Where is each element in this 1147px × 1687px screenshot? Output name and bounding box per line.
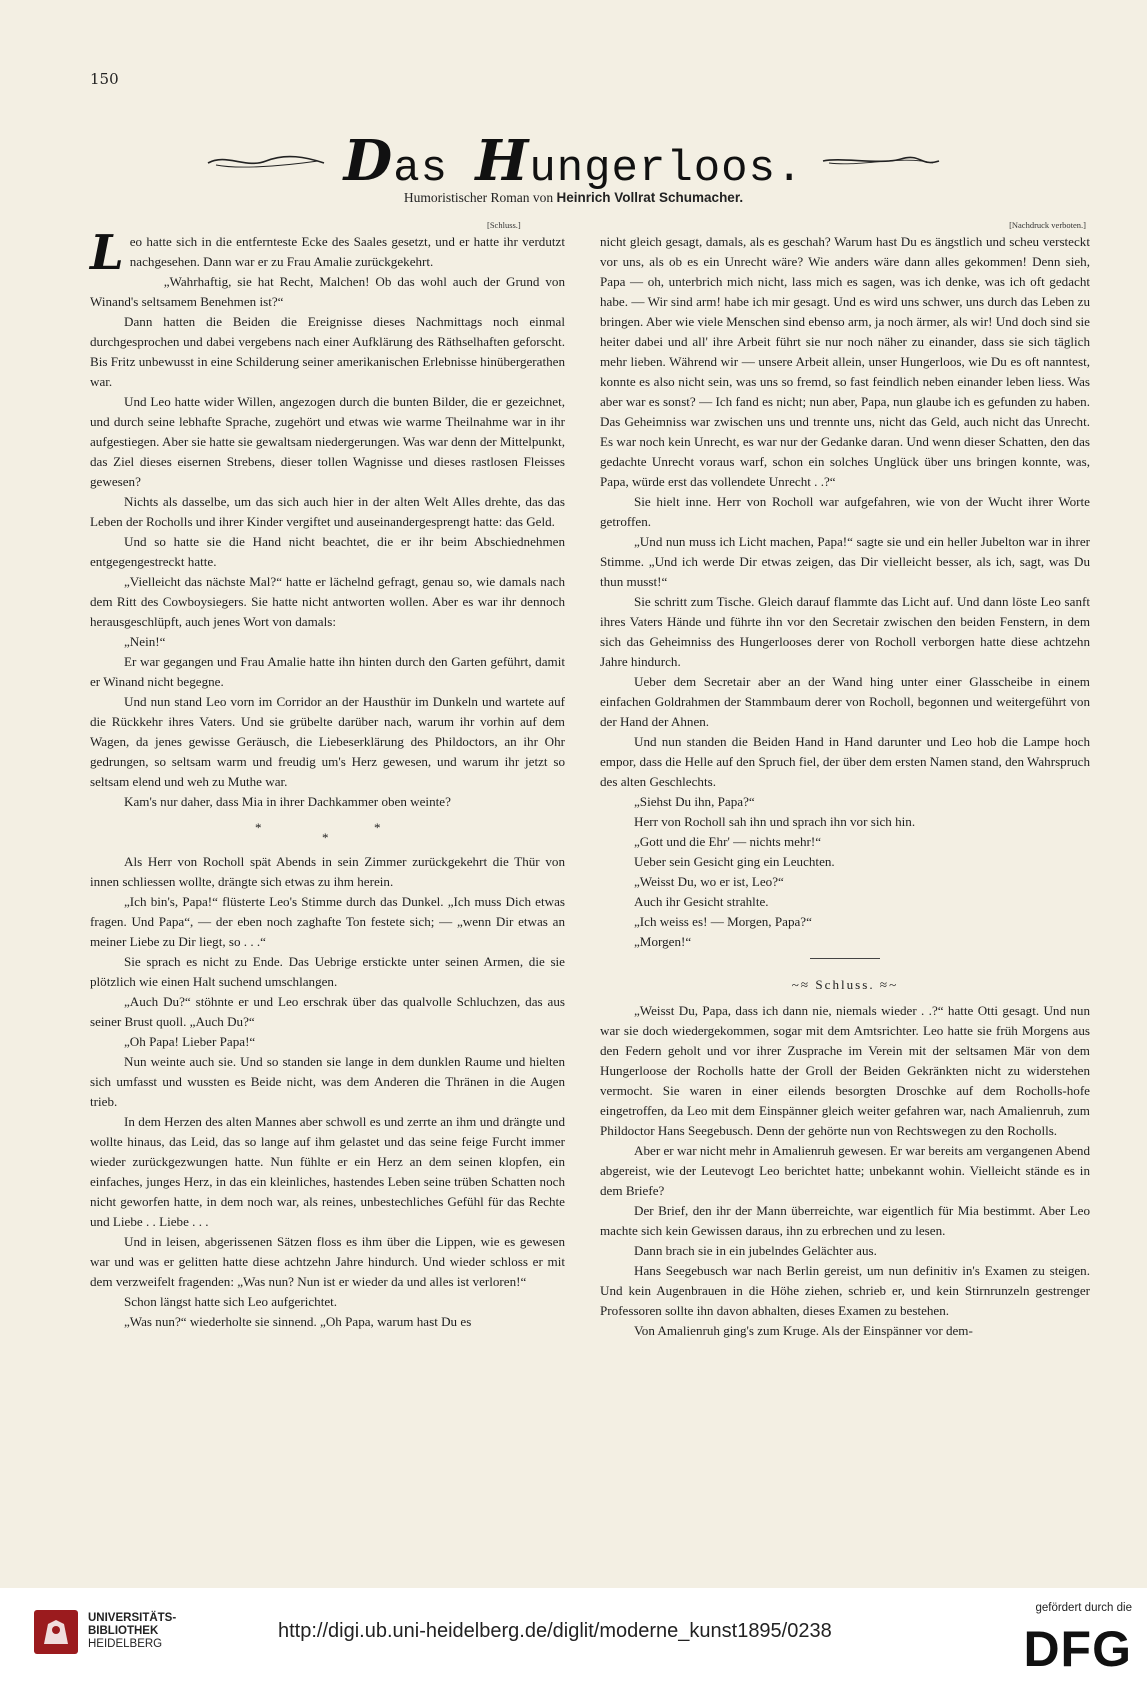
divider-rule (810, 958, 880, 969)
paragraph: Schon längst hatte sich Leo aufgerichtet. (124, 1294, 338, 1309)
paragraph: Ueber sein Gesicht ging ein Leuchten. (634, 854, 835, 869)
paragraph: Nichts als dasselbe, um das sich auch hier in der alten Welt Alles drehte, das das Leben der Rocholls und ihrer Kinder vergiftet und auseinandergesprengt hatte: das Geld. (90, 494, 565, 529)
star-3: * (374, 820, 381, 835)
funded-by-label: gefördert durch die (1035, 1602, 1132, 1614)
note-reprint: [Nachdruck verboten.] (1009, 220, 1086, 230)
paragraph: Der Brief, den ihr der Mann überreichte, war eigentlich für Mia bestimmt. Aber Leo machte sich kein Gewissen daraus, ihn zu erbrechen und zu lesen. (600, 1203, 1090, 1238)
paragraph: Er war gegangen und Frau Amalie hatte ihn hinten durch den Garten geführt, damit er Winand nicht begegne. (90, 654, 565, 689)
drop-cap: L (90, 225, 124, 281)
paragraph: „Und nun muss ich Licht machen, Papa!“ sagte sie und ein heller Jubelton war in ihrer Stimme. „Und ich werde Dir etwas zeigen, das Dir vielleicht besser, als ich, sagt, was Du thun musst!“ (600, 534, 1090, 589)
paragraph: Sie schritt zum Tische. Gleich darauf flammte das Licht auf. Und dann löste Leo sanft ihres Vaters Hände und führte ihn vor den Secretair zwischen den beiden Fenstern, in dem sich das Geheimniss des Hungerlooses derer von Rocholl verborgen hatte diese achtzehn Jahre hindurch. (600, 594, 1090, 669)
note-continuation: [Schluss.] (487, 220, 521, 230)
paragraph: Aber er war nicht mehr in Amalienruh gewesen. Er war bereits am vergangenen Abend abgereist, wie der Leutevogt Leo berichtet hatte; unbekannt wohin. Vielleicht stände es in dem Briefe? (600, 1143, 1090, 1198)
paragraph: „Weisst Du, wo er ist, Leo?“ (634, 874, 784, 889)
title-word-1: as (393, 144, 448, 194)
right-lead-paragraph: nicht gleich gesagt, damals, als es geschah? Warum hast Du es ängstlich und scheu versteckt vor uns, als ob es ein Unrecht wäre? Wie anders wäre dann alles gekommen! Denn sieh, Papa — oh, unterbrich mich nicht, lass mich es sagen, was ich denke, was ich oft gedacht habe. — Wir sind arm! habe ich mir gesagt. Und es wird uns schwer, uns durch das Leben zu bringen. Aber wie viele Menschen sind ebenso arm, ja noch ärmer, als wir! Und doch sind sie heiter dabei und all' ihre Arbeit führt sie nur noch näher zu einander, dass sie sich täglich mehr lieben. Während wir — unsere Arbeit allein, unser Hungerloos, wie Du es oft nanntest, konnte es also nicht sein, was uns so fremd, so fast feindlich neben einander leben liess. Was aber war es sonst? — Ich fand es nicht; nun aber, Papa, nun glaube ich es gefunden zu haben. Das Geheimniss war zwischen uns und trennte uns, nicht das Geld, auch nicht das Unrecht. Es war noch kein Unrecht, es war nur der Gedanke daran. Und wenn dieser Schatten, den das gedachte Unrecht voraus warf, schon ein solches Unglück über uns bringen konnte, was, Papa, würde erst das vollendete Unrecht . .?“ (600, 234, 1090, 489)
end-ornament-right: ≈~ (879, 977, 899, 992)
subtitle (0, 190, 1147, 206)
footer-bar (0, 1588, 1147, 1687)
paragraph: Und nun standen die Beiden Hand in Hand darunter und Leo hob die Lampe hoch empor, dass die Helle auf den Spruch fiel, der über dem ersten Namen stand, den Wahrspruch des alten Geschlechts. (600, 734, 1090, 789)
paragraph: Und so hatte sie die Hand nicht beachtet, die er ihr beim Abschiednehmen entgegengestreckt hatte. (90, 534, 565, 569)
paragraph: Herr von Rocholl sah ihn und sprach ihn vor sich hin. (634, 814, 916, 829)
source-url-link[interactable]: http://digi.ub.uni-heidelberg.de/diglit/moderne_kunst1895/0238 (278, 1620, 832, 1642)
title-initial-2: H (475, 128, 530, 194)
paragraph: „Vielleicht das nächste Mal?“ hatte er lächelnd gefragt, genau so, wie damals nach dem Ritt des Cowboysiegers. Sie hatte nicht antworten wollen. Aber es war ihr dennoch herausgeschlüpft, auch jenes Wort von damals: (90, 574, 565, 629)
paragraph: „Gott und die Ehr' — nichts mehr!“ (634, 834, 822, 849)
paragraph: Dann hatten die Beiden die Ereignisse dieses Nachmittags noch einmal durchgesprochen und dabei vergebens nach einer Aufklärung des Räthselhaften geforscht. Bis Fritz unbewusst in eine Schilderung seiner amerikanischen Erlebnisse hinübergerathen war. (90, 314, 566, 389)
paragraph: Dann brach sie in ein jubelndes Gelächter aus. (634, 1243, 877, 1258)
institution-line-3: HEIDELBERG (88, 1638, 163, 1650)
paragraph: Und nun stand Leo vorn im Corridor an der Hausthür im Dunkeln und wartete auf die Rückkehr ihres Vaters. Und sie grübelte darüber nach, warum ihr vorhin auf dem Wagen, da jenes gewisse Geräusch, die Liebeserklärung des Phildoctors, an ihr Ohr gedrungen, so seltsam warm und freudig um's Herz gewesen, und warum ihr jetzt so seltsam elend und weh zu Muthe war. (90, 694, 565, 789)
article-title (344, 128, 804, 194)
paragraph: „Weisst Du, Papa, dass ich dann nie, niemals wieder . .?“ hatte Otti gesagt. Und nun war sie doch wiedergekommen, sogar mit dem Amtsrichter. Leo hatte sie früh Morgens aus den Federn geholt und vor ihrer Zusprache im Verein mit der seltsamen Mär von dem Hungerloose der Rocholls hatte der Groll der Beiden Gekränkten nicht zu widerstehen vermocht. Sie waren in einer eilends besorgten Droschke auf dem Rocholls-hofe eingetroffen, da Leo mit dem Einspänner gleich weiter gefahren war, nach Amalienruh, zum Phildoctor Hans Seegebusch. Denn der gehörte nun von Rechtswegen zu den Rocholls. (600, 1003, 1090, 1138)
paragraph: Sie sprach es nicht zu Ende. Das Uebrige erstickte unter seinen Armen, die sie plötzlich wie einen Halt suchend umschlangen. (90, 954, 565, 989)
paragraph: „Wahrhaftig, sie hat Recht, Malchen! Ob das wohl auch der Grund von Winand's seltsamem Benehmen ist?“ (90, 274, 565, 309)
paragraph: Von Amalienruh ging's zum Kruge. Als der Einspänner vor dem- (634, 1323, 973, 1338)
paragraph: „Ich weiss es! — Morgen, Papa?“ (634, 914, 812, 929)
subtitle-author: Heinrich Vollrat Schumacher. (556, 190, 744, 205)
right-column (600, 232, 1090, 1341)
paragraph: „Auch Du?“ stöhnte er und Leo erschrak über das qualvolle Schluchzen, das aus seiner Brust quoll. „Auch Du?“ (90, 994, 565, 1029)
section-break-stars (90, 812, 565, 852)
title-initial-1: D (343, 128, 394, 194)
paragraph: Und Leo hatte wider Willen, angezogen durch die bunten Bilder, die er gezeichnet, und durch seine lebhafte Sprache, zugehört und etwas wie warme Theilnahme war in ihr aufgestiegen. Aber sie hatte sie gewaltsam niedergerungen. Was war denn der Mittelpunkt, das Ziel dieses eisernen Strebens, dieser tollen Wagnisse und dieses rastlosen Fleisses gewesen? (90, 394, 565, 489)
paragraph: Ueber dem Secretair aber an der Wand hing unter einer Glasscheibe in einem einfachen Goldrahmen der Stammbaum derer von Rocholl, begonnen und weitergeführt von der Hand der Ahnen. (600, 674, 1090, 729)
paragraph: Und in leisen, abgerissenen Sätzen floss es ihm über die Lippen, wie es gewesen war und was er gelitten hatte diese achtzehn Jahre hindurch. Und wieder schloss er mit dem verzweifelt fragenden: „Was nun? Nun ist er wieder da und alles ist verloren!“ (90, 1234, 565, 1289)
institution-line-2: BIBLIOTHEK (88, 1625, 159, 1637)
end-ornament-left: ~≈ (791, 977, 811, 992)
paragraph: „Ich bin's, Papa!“ flüsterte Leo's Stimme durch das Dunkel. „Ich muss Dich etwas fragen. Und Papa“, — der eben noch zaghafte Ton festete sich; — „wenn Dir etwas an meiner Liebe zu Dir liegt, so . . .“ (90, 894, 565, 949)
star-1: * (255, 820, 262, 835)
paragraph: „Was nun?“ wiederholte sie sinnend. „Oh Papa, warum hast Du es (124, 1314, 472, 1329)
university-lion-logo-icon (34, 1610, 78, 1654)
paragraph: „Oh Papa! Lieber Papa!“ (124, 1034, 256, 1049)
title-row (0, 128, 1147, 194)
end-label: Schluss. (815, 977, 875, 992)
paragraph: In dem Herzen des alten Mannes aber schwoll es und zerrte an ihm und drängte und wollte hinaus, das Leid, das so lange auf ihm gelastet und das seine feige Furcht immer wieder zurückgezwungen hatte. Nun fühlte er ein Herz an dem seinen klopfen, ein einfaches, junges Herz, in das ein kleinliches, hastendes Leben seine trüben Schatten noch nicht geworfen hatte, in dem noch war, als reines, unbestechliches Gefühl für das Rechte und Liebe . . Liebe . . . (90, 1114, 565, 1229)
page-number: 150 (90, 70, 119, 88)
title-word-2: ungerloos. (529, 144, 804, 194)
institution-name (88, 1612, 176, 1651)
paragraph: Nun weinte auch sie. Und so standen sie lange in dem dunklen Raume und hielten sich umfasst und wussten es Beide nicht, was dem Anderen die Thränen in die Augen trieb. (90, 1054, 565, 1109)
dfg-logo: DFG (1023, 1621, 1132, 1677)
paragraph: „Morgen!“ (634, 934, 692, 949)
paragraph: Kam's nur daher, dass Mia in ihrer Dachkammer oben weinte? (124, 794, 451, 809)
institution-line-1: UNIVERSITÄTS- (88, 1612, 177, 1624)
paragraph: „Siehst Du ihn, Papa?“ (634, 794, 755, 809)
star-2: * (322, 830, 329, 845)
paragraph: Hans Seegebusch war nach Berlin gereist, um nun definitiv in's Examen zu steigen. Und kein Augenbrauen in die Höhe ziehen, schrieb er, und kein Stirnrunzeln gestrenger Professoren sollte ihn davon abhalten, dieses Examen zu bestehen. (600, 1263, 1090, 1318)
opening-text: eo hatte sich in die entfernteste Ecke des Saales gesetzt, und er hatte ihr verdutzt nachgesehen. Dann war er zu Frau Amalie zurückgekehrt. (129, 234, 565, 269)
paragraph: Sie hielt inne. Herr von Rocholl war aufgefahren, wie von der Wucht ihrer Worte getroffen. (600, 494, 1090, 529)
paragraph: „Nein!“ (124, 634, 166, 649)
left-flourish-ornament (206, 151, 326, 171)
paragraph: Auch ihr Gesicht strahlte. (634, 894, 769, 909)
paragraph: Als Herr von Rocholl spät Abends in sein Zimmer zurückgekehrt die Thür von innen schliessen wollte, drängte sich etwas zu ihm herein. (90, 854, 565, 889)
right-flourish-ornament (821, 151, 941, 171)
end-marker (600, 975, 1090, 995)
subtitle-prefix: Humoristischer Roman von (403, 190, 554, 205)
